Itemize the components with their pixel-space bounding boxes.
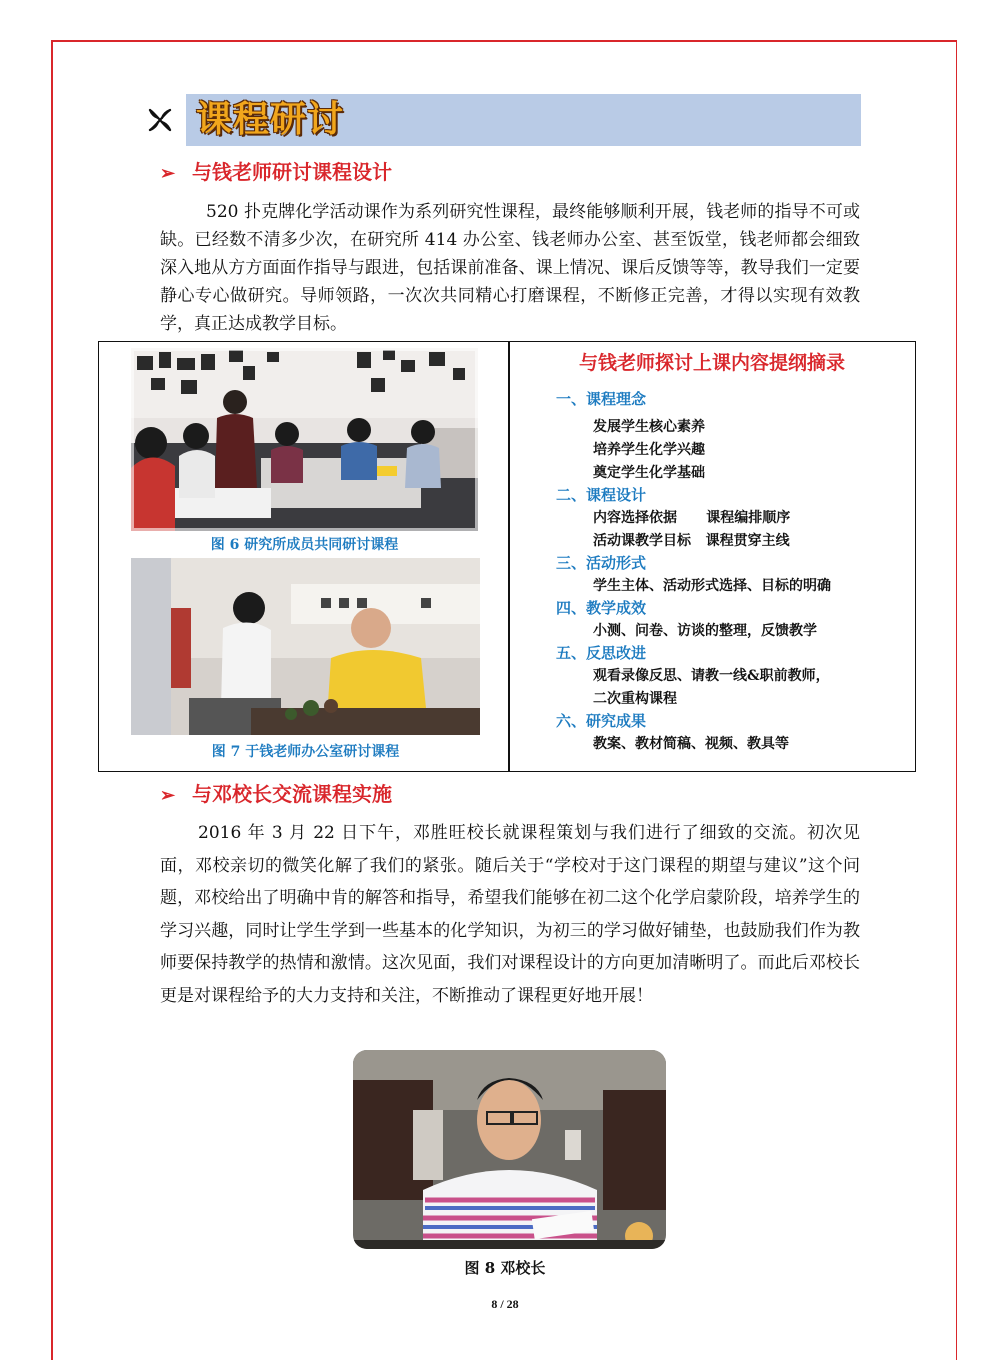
figure8-photo: [353, 1050, 666, 1249]
outline-item: 内容选择依据 课程编排顺序: [593, 510, 791, 526]
outline-heading-3: 三、活动形式: [556, 554, 647, 572]
section2-heading: [160, 779, 392, 809]
outline-heading-1: 一、课程理念: [556, 390, 647, 408]
arrow-bullet-icon: ➢: [160, 163, 176, 184]
banner-title: 课程研讨: [196, 99, 345, 140]
section1-heading-text: 与钱老师研讨课程设计: [192, 160, 392, 184]
outline-heading-6: 六、研究成果: [556, 712, 647, 730]
outline-heading-5: 五、反思改进: [556, 644, 647, 662]
figure6-photo: [131, 348, 478, 531]
outline-title: 与钱老师探讨上课内容提纲摘录: [578, 352, 845, 374]
page-number: 8 / 28: [491, 1297, 519, 1311]
outline-item: 活动课教学目标 课程贯穿主线: [593, 533, 790, 549]
outline-item: 二次重构课程: [593, 691, 677, 707]
arrow-bullet-icon: ➢: [160, 785, 176, 806]
outline-heading-2: 二、课程设计: [556, 486, 647, 504]
outline-item: 发展学生核心素养: [593, 419, 705, 435]
cross-ornament-icon: [146, 106, 174, 134]
box-divider: [508, 341, 510, 772]
section1-paragraph: [160, 198, 860, 338]
outline-item: 奠定学生化学基础: [593, 465, 705, 481]
section1-paragraph-text: 520 扑克牌化学活动课作为系列研究性课程，最终能够顺利开展，钱老师的指导不可或缺。已经数不清多少次，在研究所 414 办公室、钱老师办公室、甚至饭堂，钱老师都会细致深入地从方方面面作指导与跟进，包括课前准备、课上情况、课后反馈等等，教导我们一定要静心专心做研究。导师领路，一次次共同精心打磨课程，不断修正完善，才得以实现有效教学，真正达成教学目标。: [160, 202, 860, 334]
section2-paragraph: [160, 817, 860, 1012]
section2-heading-text: 与邓校长交流课程实施: [192, 782, 392, 806]
outline-item: 培养学生化学兴趣: [593, 442, 705, 458]
figure7-caption: 图 7 于钱老师办公室研讨课程: [211, 744, 400, 760]
figure8-caption: 图 8 邓校长: [464, 1259, 546, 1277]
section2-paragraph-text: 2016 年 3 月 22 日下午，邓胜旺校长就课程策划与我们进行了细致的交流。初次见面，邓校亲切的微笑化解了我们的紧张。随后关于“学校对于这门课程的期望与建议”这个问题，邓校给出了明确中肯的解答和指导，希望我们能够在初二这个化学启蒙阶段，培养学生的学习兴趣，同时让学生学到一些基本的化学知识，为初三的学习做好铺垫，也鼓励我们作为教师要保持教学的热情和激情。这次见面，我们对课程设计的方向更加清晰明了。而此后邓校长更是对课程给予的大力支持和关注，不断推动了课程更好地开展！: [160, 823, 860, 1006]
outline-item: 教案、教材简稿、视频、教具等: [593, 736, 789, 752]
section1-heading: [160, 157, 392, 187]
outline-heading-4: 四、教学成效: [556, 599, 647, 617]
outline-item: 观看录像反思、请教一线&职前教师，: [593, 668, 830, 684]
outline-item: 学生主体、活动形式选择、目标的明确: [593, 578, 831, 594]
figure6-caption: 图 6 研究所成员共同研讨课程: [210, 537, 399, 553]
outline-item: 小测、问卷、访谈的整理，反馈教学: [593, 623, 817, 639]
figure7-photo: [131, 558, 480, 735]
